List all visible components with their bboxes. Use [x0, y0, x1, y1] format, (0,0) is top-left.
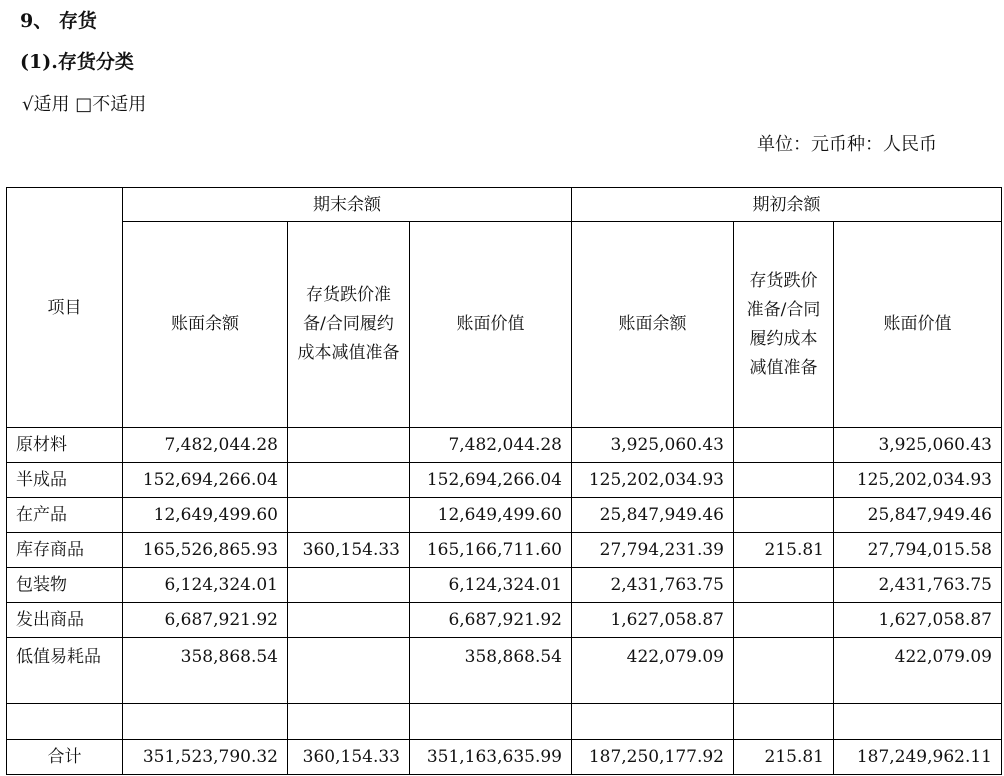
cell-begin-book-value: 1,627,058.87 — [834, 603, 1002, 638]
header-end-book-value: 账面价值 — [410, 222, 572, 428]
row-item: 库存商品 — [7, 533, 123, 568]
row-item: 包装物 — [7, 568, 123, 603]
cell-end-book-balance: 358,868.54 — [123, 638, 288, 704]
cell-end-provision — [288, 603, 410, 638]
cell-end-provision — [288, 498, 410, 533]
cell-begin-book-balance: 187,250,177.92 — [572, 740, 734, 775]
row-item — [7, 704, 123, 740]
table-row — [7, 704, 1002, 740]
cell-end-book-value — [410, 704, 572, 740]
cell-end-book-balance: 165,526,865.93 — [123, 533, 288, 568]
cell-end-book-value: 358,868.54 — [410, 638, 572, 704]
cell-end-book-balance: 12,649,499.60 — [123, 498, 288, 533]
cell-begin-book-balance: 422,079.09 — [572, 638, 734, 704]
table-row — [7, 498, 1002, 533]
cell-end-book-value: 351,163,635.99 — [410, 740, 572, 775]
cell-begin-book-balance: 25,847,949.46 — [572, 498, 734, 533]
cell-end-book-balance: 152,694,266.04 — [123, 463, 288, 498]
header-group-end: 期末余额 — [123, 188, 572, 222]
cell-begin-provision — [734, 428, 834, 463]
inventory-table-container — [6, 187, 1001, 775]
cell-begin-provision — [734, 498, 834, 533]
cell-begin-book-value: 125,202,034.93 — [834, 463, 1002, 498]
cell-begin-book-value: 25,847,949.46 — [834, 498, 1002, 533]
cell-end-book-value: 152,694,266.04 — [410, 463, 572, 498]
cell-end-provision — [288, 463, 410, 498]
table-row — [7, 638, 1002, 704]
cell-end-provision: 360,154.33 — [288, 740, 410, 775]
cell-begin-book-balance: 3,925,060.43 — [572, 428, 734, 463]
cell-begin-book-value — [834, 704, 1002, 740]
subsection-heading: (1).存货分类 — [20, 51, 134, 73]
header-row-groups — [7, 188, 1002, 222]
cell-end-book-balance: 6,124,324.01 — [123, 568, 288, 603]
section-heading: 9、 存货 — [20, 10, 97, 32]
header-item: 项目 — [7, 188, 123, 428]
header-end-book-balance: 账面余额 — [123, 222, 288, 428]
row-item: 原材料 — [7, 428, 123, 463]
cell-end-provision — [288, 638, 410, 704]
cell-begin-book-value: 3,925,060.43 — [834, 428, 1002, 463]
table-row — [7, 568, 1002, 603]
cell-begin-book-balance: 2,431,763.75 — [572, 568, 734, 603]
unit-note: 单位：元币种：人民币 — [757, 134, 937, 155]
cell-begin-provision: 215.81 — [734, 740, 834, 775]
cell-end-provision — [288, 704, 410, 740]
cell-begin-provision: 215.81 — [734, 533, 834, 568]
applicability-options: √适用 □不适用 — [22, 94, 147, 115]
cell-end-provision: 360,154.33 — [288, 533, 410, 568]
cell-end-book-balance — [123, 704, 288, 740]
cell-begin-provision — [734, 568, 834, 603]
cell-begin-book-value: 422,079.09 — [834, 638, 1002, 704]
table-row — [7, 533, 1002, 568]
header-begin-provision: 存货跌价准备/合同履约成本减值准备 — [734, 222, 834, 428]
cell-begin-provision — [734, 463, 834, 498]
table-row — [7, 463, 1002, 498]
cell-end-book-balance: 6,687,921.92 — [123, 603, 288, 638]
cell-end-provision — [288, 568, 410, 603]
row-item: 发出商品 — [7, 603, 123, 638]
cell-end-book-value: 12,649,499.60 — [410, 498, 572, 533]
row-item: 在产品 — [7, 498, 123, 533]
header-end-provision: 存货跌价准备/合同履约成本减值准备 — [288, 222, 410, 428]
cell-end-book-value: 6,124,324.01 — [410, 568, 572, 603]
cell-begin-provision — [734, 704, 834, 740]
cell-begin-book-value: 2,431,763.75 — [834, 568, 1002, 603]
cell-begin-book-balance: 125,202,034.93 — [572, 463, 734, 498]
table-row — [7, 603, 1002, 638]
cell-end-book-balance: 351,523,790.32 — [123, 740, 288, 775]
row-item: 半成品 — [7, 463, 123, 498]
cell-begin-provision — [734, 603, 834, 638]
table-row-total — [7, 740, 1002, 775]
row-item: 合计 — [7, 740, 123, 775]
cell-begin-book-value: 187,249,962.11 — [834, 740, 1002, 775]
cell-begin-book-balance — [572, 704, 734, 740]
cell-end-book-value: 7,482,044.28 — [410, 428, 572, 463]
inventory-classification-table — [6, 187, 1002, 775]
row-item: 低值易耗品 — [7, 638, 123, 704]
cell-end-book-balance: 7,482,044.28 — [123, 428, 288, 463]
cell-begin-book-balance: 27,794,231.39 — [572, 533, 734, 568]
header-group-begin: 期初余额 — [572, 188, 1002, 222]
cell-begin-book-value: 27,794,015.58 — [834, 533, 1002, 568]
cell-begin-book-balance: 1,627,058.87 — [572, 603, 734, 638]
cell-end-book-value: 165,166,711.60 — [410, 533, 572, 568]
header-begin-book-balance: 账面余额 — [572, 222, 734, 428]
header-begin-book-value: 账面价值 — [834, 222, 1002, 428]
cell-end-book-value: 6,687,921.92 — [410, 603, 572, 638]
table-row — [7, 428, 1002, 463]
header-row-columns — [7, 222, 1002, 428]
cell-end-provision — [288, 428, 410, 463]
cell-begin-provision — [734, 638, 834, 704]
